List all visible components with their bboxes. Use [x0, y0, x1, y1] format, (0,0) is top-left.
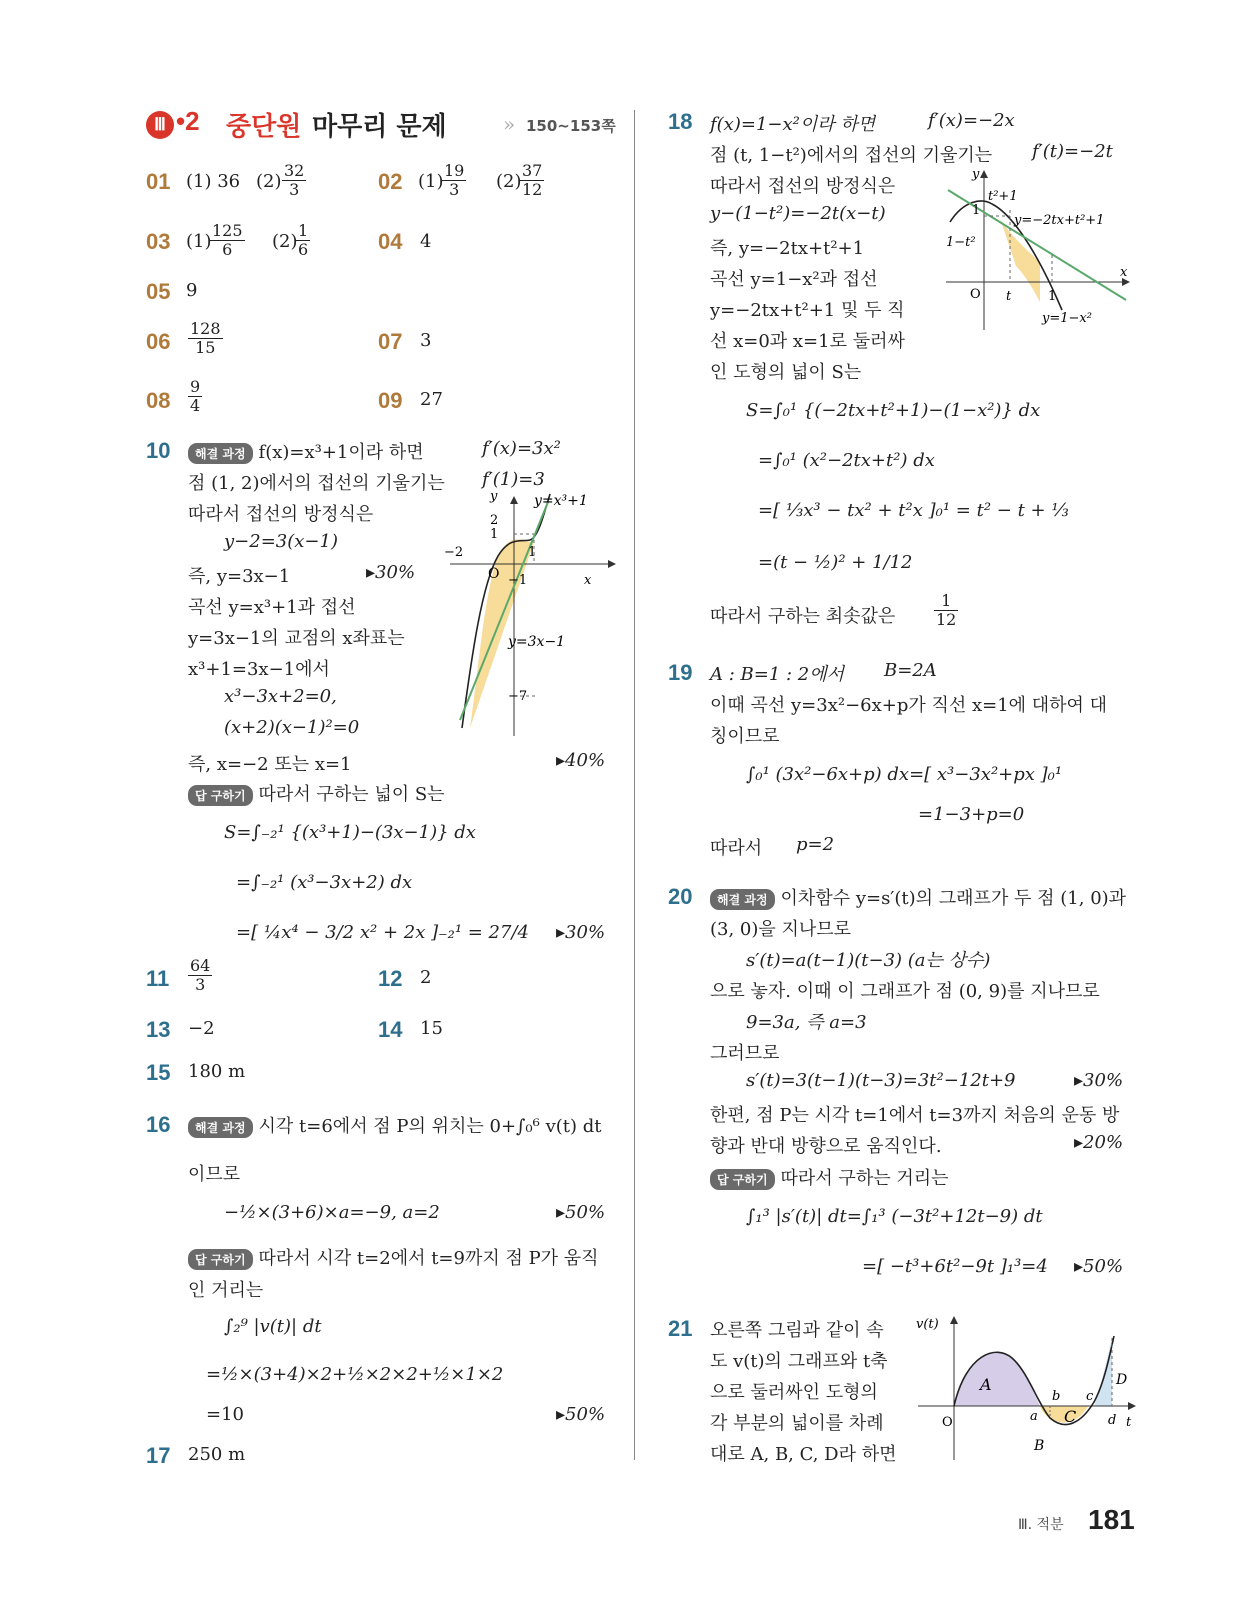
- problem-line: 그러므로: [710, 1043, 780, 1064]
- svg-text:−2: −2: [444, 545, 464, 560]
- problem-18-graph: [944, 167, 1134, 335]
- answer-fraction: $\frac{128}{15}$: [190, 319, 221, 357]
- svg-text:t: t: [1126, 1415, 1132, 1430]
- svg-text:b: b: [1052, 1389, 1061, 1404]
- section-number: •2: [176, 106, 200, 136]
- answer-number: 09: [378, 388, 403, 413]
- svg-text:−7: −7: [508, 689, 528, 704]
- answer-fraction: $\frac{37}{12}$: [522, 161, 543, 199]
- svg-text:O: O: [488, 566, 500, 582]
- problem-line: 향과 반대 방향으로 움직인다.: [710, 1136, 942, 1157]
- problem-line: =(t − ½)² + 1/12: [758, 552, 913, 573]
- answer-badge: 답 구하기: [188, 785, 253, 806]
- problem-line: S=∫₋₂¹ {(x³+1)−(3x−1)} dx: [224, 822, 476, 843]
- svg-text:y: y: [490, 489, 498, 504]
- problem-line: 즉, y=−2tx+t²+1: [710, 238, 865, 259]
- problem-line: A : B=1 : 2에서: [710, 664, 845, 685]
- problem-line: (x+2)(x−1)²=0: [224, 717, 360, 738]
- answer-value: 4: [420, 231, 432, 252]
- svg-text:1: 1: [972, 203, 981, 218]
- problem-line: y−2=3(x−1): [224, 531, 338, 552]
- chapter-label: Ⅲ. 적분: [1018, 1517, 1064, 1533]
- problem-line: f′(1)=3: [482, 469, 545, 490]
- problem-line: 해결 과정 f(x)=x³+1이라 하면: [188, 438, 424, 464]
- problem-line: f′(x)=3x²: [482, 438, 561, 459]
- problem-line: 칭이므로: [710, 726, 780, 747]
- problem-line: 따라서 접선의 방정식은: [188, 504, 374, 525]
- problem-10-graph: [444, 489, 618, 740]
- problem-line: 대로 A, B, C, D라 하면: [710, 1444, 897, 1465]
- answer-number: 02: [378, 169, 403, 194]
- problem-line: ∫₀¹ (3x²−6x+p) dx=[ x³−3x²+px ]₀¹: [746, 764, 1063, 785]
- answer-value: 250 m: [188, 1444, 246, 1465]
- score-percent: ▸50%: [556, 1202, 606, 1223]
- problem-line: 곡선 y=x³+1과 접선: [188, 597, 356, 618]
- svg-text:c: c: [1086, 1389, 1094, 1404]
- problem-line: 한편, 점 P는 시각 t=1에서 t=3까지 처음의 운동 방: [710, 1105, 1120, 1126]
- process-badge: 해결 과정: [188, 443, 253, 464]
- problem-line: p=2: [796, 834, 835, 855]
- problem-line: 답 구하기 따라서 구하는 거리는: [710, 1164, 948, 1190]
- problem-line: 점 (t, 1−t²)에서의 접선의 기울기는: [710, 145, 993, 166]
- problem-line: 따라서 구하는 최솟값은: [710, 606, 896, 627]
- answer-fraction: $\frac{9}{4}$: [190, 377, 201, 415]
- answer-fraction: $\frac{32}{3}$: [284, 161, 305, 199]
- answer-fraction: $\frac{64}{3}$: [190, 956, 211, 994]
- curve-label: y=x³+1: [534, 493, 588, 509]
- svg-text:C: C: [1064, 1407, 1077, 1426]
- score-percent: ▸40%: [556, 750, 606, 771]
- problem-line: B=2A: [884, 660, 937, 681]
- page-range: 150~153쪽: [526, 117, 616, 135]
- problem-line: 으로 놓자. 이때 이 그래프가 점 (0, 9)를 지나므로: [710, 981, 1100, 1002]
- problem-line: y=3x−1의 교점의 x좌표는: [188, 628, 405, 649]
- answer-value: 3: [420, 330, 432, 351]
- problem-line: x³−3x+2=0,: [224, 686, 337, 707]
- score-percent: ▸30%: [366, 562, 416, 583]
- problem-line: 이므로: [188, 1164, 241, 1185]
- svg-text:A: A: [980, 1375, 992, 1394]
- process-badge: 해결 과정: [710, 889, 775, 910]
- svg-text:1: 1: [1048, 289, 1057, 304]
- answer-value: −2: [188, 1018, 215, 1039]
- problem-number: 18: [668, 109, 693, 134]
- problem-number: 16: [146, 1112, 171, 1137]
- svg-text:y=1−x²: y=1−x²: [1042, 311, 1092, 326]
- problem-21-graph: [916, 1314, 1138, 1464]
- answer-number: 12: [378, 966, 403, 991]
- svg-text:d: d: [1108, 1413, 1117, 1428]
- page-number: 181: [1088, 1504, 1135, 1535]
- tangent-line: [460, 502, 548, 720]
- problem-line: 이때 곡선 y=3x²−6x+p가 직선 x=1에 대하여 대: [710, 695, 1108, 716]
- problem-line: 해결 과정 이차함수 y=s′(t)의 그래프가 두 점 (1, 0)과: [710, 884, 1126, 910]
- problem-line: 각 부분의 넓이를 차례: [710, 1413, 884, 1434]
- svg-text:t: t: [1006, 289, 1012, 304]
- answer-label: (2): [496, 171, 522, 192]
- answer-number: 07: [378, 329, 403, 354]
- problem-line: =1−3+p=0: [918, 804, 1025, 825]
- problem-line: 오른쪽 그림과 같이 속: [710, 1320, 884, 1341]
- answer-value: 27: [420, 389, 443, 410]
- answer-value: 180 m: [188, 1061, 246, 1082]
- answer-label: (1): [186, 231, 212, 252]
- problem-line: =[ ¼x⁴ − 3/2 x² + 2x ]₋₂¹ = 27/4: [236, 922, 529, 943]
- answer-value: (1) 36: [186, 171, 241, 192]
- score-percent: ▸50%: [556, 1404, 606, 1425]
- svg-text:x: x: [584, 573, 592, 588]
- svg-text:x: x: [1120, 265, 1128, 280]
- problem-line: 답 구하기 따라서 시각 t=2에서 t=9까지 점 P가 움직: [188, 1244, 599, 1270]
- problem-line: =[ ⅓x³ − tx² + t²x ]₀¹ = t² − t + ⅓: [758, 500, 1069, 521]
- problem-number: 20: [668, 884, 693, 909]
- answer-number: 08: [146, 388, 171, 413]
- answer-value: 15: [420, 1018, 443, 1039]
- problem-line: 따라서: [710, 838, 763, 859]
- answer-number: 11: [146, 966, 170, 991]
- problem-line: =∫₀¹ (x²−2tx+t²) dx: [758, 450, 935, 471]
- answer-number: 15: [146, 1060, 171, 1085]
- problem-line: 곡선 y=1−x²과 접선: [710, 269, 878, 290]
- problem-line: −½×(3+6)×a=−9, a=2: [224, 1202, 440, 1223]
- problem-line: y=−2tx+t²+1 및 두 직: [710, 300, 905, 321]
- problem-line: f(x)=1−x²이라 하면: [710, 114, 876, 135]
- answer-number: 04: [378, 229, 403, 254]
- answer-fraction: $\frac{19}{3}$: [444, 161, 465, 199]
- answer-number: 17: [146, 1443, 171, 1468]
- problem-line: 답 구하기 따라서 구하는 넓이 S는: [188, 780, 445, 806]
- svg-text:t²+1: t²+1: [988, 189, 1018, 204]
- line-label: y=3x−1: [508, 634, 566, 650]
- svg-text:1−t²: 1−t²: [946, 235, 976, 250]
- problem-line: 즉, x=−2 또는 x=1: [188, 754, 352, 775]
- problem-line: 점 (1, 2)에서의 접선의 기울기는: [188, 473, 445, 494]
- svg-text:v(t): v(t): [916, 1317, 939, 1332]
- svg-text:−1: −1: [508, 573, 528, 588]
- problem-line: (3, 0)을 지나므로: [710, 919, 852, 940]
- svg-text:D: D: [1116, 1372, 1128, 1388]
- svg-text:1: 1: [490, 527, 499, 542]
- problem-line: x³+1=3x−1에서: [188, 659, 330, 680]
- answer-number: 13: [146, 1017, 171, 1042]
- answer-badge: 답 구하기: [710, 1169, 775, 1190]
- answer-number: 05: [146, 279, 171, 304]
- problem-line: f′(x)=−2x: [928, 110, 1015, 131]
- chevron-right-icon: »: [503, 112, 516, 136]
- svg-text:O: O: [942, 1415, 953, 1430]
- problem-line: =∫₋₂¹ (x³−3x+2) dx: [236, 872, 413, 893]
- svg-text:a: a: [1030, 1409, 1038, 1424]
- answer-fraction: $\frac{125}{6}$: [212, 221, 243, 259]
- answer-label: (2): [272, 231, 298, 252]
- problem-line: 해결 과정 시각 t=6에서 점 P의 위치는 0+∫₀⁶ v(t) dt: [188, 1112, 602, 1138]
- problem-number: 21: [668, 1316, 693, 1341]
- answer-number: 06: [146, 329, 171, 354]
- problem-line: 인 도형의 넓이 S는: [710, 362, 862, 383]
- problem-line: 인 거리는: [188, 1280, 264, 1301]
- score-percent: ▸50%: [1074, 1256, 1124, 1277]
- problem-line: ∫₂⁹ |v(t)| dt: [224, 1316, 322, 1337]
- problem-line: 따라서 접선의 방정식은: [710, 176, 896, 197]
- answer-fraction: $\frac{1}{12}$: [936, 591, 957, 629]
- problem-line: ∫₁³ |s′(t)| dt=∫₁³ (−3t²+12t−9) dt: [746, 1206, 1043, 1227]
- process-badge: 해결 과정: [188, 1117, 253, 1138]
- problem-line: s′(t)=a(t−1)(t−3) (a는 상수): [746, 950, 991, 971]
- svg-text:O: O: [970, 287, 981, 302]
- problem-line: 9=3a, 즉 a=3: [746, 1012, 867, 1033]
- problem-line: 즉, y=3x−1: [188, 566, 291, 587]
- problem-line: =10: [206, 1404, 244, 1425]
- problem-number: 10: [146, 438, 171, 463]
- answer-label: (2): [256, 171, 282, 192]
- answer-number: 14: [378, 1017, 403, 1042]
- problem-line: y−(1−t²)=−2t(x−t): [710, 203, 886, 224]
- answer-number: 03: [146, 229, 171, 254]
- problem-line: =½×(3+4)×2+½×2×2+½×1×2: [206, 1364, 504, 1385]
- problem-line: S=∫₀¹ {(−2tx+t²+1)−(1−x²)} dx: [746, 400, 1041, 421]
- section-title: 마무리 문제: [312, 112, 447, 142]
- svg-text:B: B: [1034, 1438, 1045, 1454]
- problem-line: 도 v(t)의 그래프와 t축: [710, 1351, 888, 1372]
- problem-line: f′(t)=−2t: [1032, 141, 1113, 162]
- score-percent: ▸30%: [556, 922, 606, 943]
- svg-text:2: 2: [490, 513, 499, 528]
- score-percent: ▸20%: [1074, 1132, 1124, 1153]
- section-title-red: 중단원: [226, 112, 302, 142]
- answer-fraction: $\frac{1}{6}$: [298, 221, 309, 259]
- svg-text:1: 1: [528, 545, 537, 560]
- answer-value: 2: [420, 967, 432, 988]
- answer-badge: 답 구하기: [188, 1249, 253, 1270]
- problem-line: s′(t)=3(t−1)(t−3)=3t²−12t+9: [746, 1070, 1016, 1091]
- problem-number: 19: [668, 660, 693, 685]
- answer-number: 01: [146, 169, 171, 194]
- score-percent: ▸30%: [1074, 1070, 1124, 1091]
- problem-line: =[ −t³+6t²−9t ]₁³=4: [862, 1256, 1048, 1277]
- section-roman-badge: Ⅲ: [146, 111, 174, 139]
- column-divider: [634, 110, 635, 1460]
- problem-line: 으로 둘러싸인 도형의: [710, 1382, 878, 1403]
- svg-text:y: y: [972, 167, 980, 182]
- problem-line: 선 x=0과 x=1로 둘러싸: [710, 331, 905, 352]
- answer-value: 9: [186, 280, 198, 301]
- svg-text:y=−2tx+t²+1: y=−2tx+t²+1: [1014, 213, 1105, 228]
- answer-label: (1): [418, 171, 444, 192]
